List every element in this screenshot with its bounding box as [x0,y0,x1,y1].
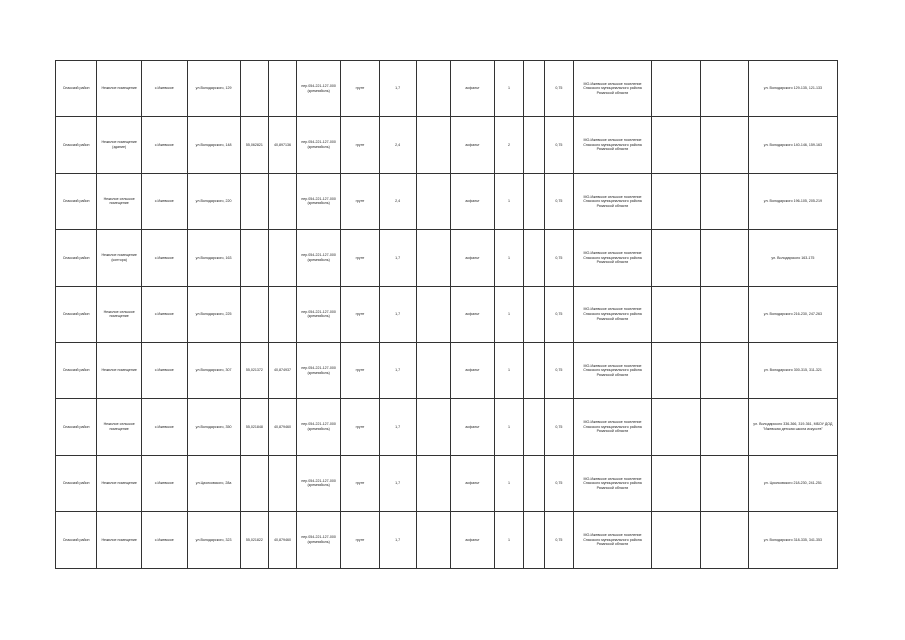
cell-street: ул.Володарского, 163 [187,230,240,286]
cell-distance: 1,7 [379,512,416,568]
cell-number: пер.054-221-127-000 (кремнийоль) [296,286,341,342]
table-row [56,230,838,286]
cell-count: 1 [495,173,524,229]
cell-c2: 40,874937 [269,342,297,398]
cell-distance: 2,4 [379,117,416,173]
cell-count: 1 [495,342,524,398]
cell-e3 [652,399,701,455]
cell-e1 [416,61,450,117]
cell-volume: 0,75 [545,117,574,173]
cell-number: пер.054-221-127-000 (кремнийоль) [296,512,341,568]
cell-volume: 0,75 [545,455,574,511]
cell-street: ул.Циолковского, 28а [187,455,240,511]
cell-surface: асфальт [450,399,495,455]
cell-material: грунт [341,61,379,117]
cell-c2 [269,61,297,117]
table-row [56,286,838,342]
cell-street: ул.Володарского, 129 [187,61,240,117]
cell-volume: 0,75 [545,61,574,117]
cell-volume: 0,75 [545,512,574,568]
cell-count: 1 [495,230,524,286]
cell-c2: 40,897136 [269,117,297,173]
cell-village: с.Ижевское [141,512,187,568]
cell-volume: 0,75 [545,173,574,229]
cell-e4 [701,61,749,117]
cell-name: Нежилое помещение (здание) [97,117,142,173]
cell-c1 [240,173,269,229]
cell-name: Нежилое помещение [97,61,142,117]
cell-surface: асфальт [450,61,495,117]
cell-street: ул.Володарского, 307 [187,342,240,398]
cell-surface: асфальт [450,230,495,286]
cell-contact: ул. Володарского 318-335, 341-353 [748,512,837,568]
cell-owner: МО-Ижевское сельское поселение Спасского муниципального района Рязанской области [573,399,652,455]
cell-contact: ул. Володарского 129-135, 121-133 [748,61,837,117]
cell-surface: асфальт [450,173,495,229]
cell-name: Нежилое помещение [97,455,142,511]
cell-street: ул.Володарского, 350 [187,399,240,455]
cell-number: пер.054-221-127-000 (кремнийоль) [296,61,341,117]
cell-surface: асфальт [450,117,495,173]
cell-contact: ул. Володарского 140-146, 159-163 [748,117,837,173]
cell-e4 [701,455,749,511]
cell-count: 1 [495,399,524,455]
cell-e2 [523,455,544,511]
cell-e3 [652,230,701,286]
cell-c1 [240,61,269,117]
cell-e4 [701,342,749,398]
cell-e3 [652,455,701,511]
cell-e4 [701,230,749,286]
cell-street: ул.Володарского, 323 [187,512,240,568]
cell-owner: МО-Ижевское сельское поселение Спасского муниципального района Рязанской области [573,117,652,173]
cell-e4 [701,512,749,568]
cell-volume: 0,75 [545,399,574,455]
cell-distance: 2,4 [379,173,416,229]
cell-surface: асфальт [450,512,495,568]
cell-volume: 0,75 [545,342,574,398]
cell-count: 1 [495,512,524,568]
cell-e2 [523,399,544,455]
cell-material: грунт [341,286,379,342]
cell-contact: ул. Циолковского 218-230, 241-251 [748,455,837,511]
cell-village: с.Ижевское [141,286,187,342]
cell-contact: ул. Володарского 196-105, 205-219 [748,173,837,229]
cell-material: грунт [341,117,379,173]
cell-number: пер.054-221-127-000 (кремнийоль) [296,455,341,511]
cell-e4 [701,173,749,229]
cell-c1: 55,021848 [240,399,269,455]
cell-number: пер.054-221-127-000 (кремнийоль) [296,173,341,229]
cell-owner: МО-Ижевское сельское поселение Спасского муниципального района Рязанской области [573,61,652,117]
cell-e1 [416,455,450,511]
cell-e2 [523,286,544,342]
cell-district: Спасский район [56,173,97,229]
cell-distance: 1,7 [379,455,416,511]
cell-e2 [523,117,544,173]
cell-e2 [523,342,544,398]
cell-number: пер.054-221-127-000 (кремнийоль) [296,230,341,286]
cell-village: с.Ижевское [141,173,187,229]
cell-owner: МО-Ижевское сельское поселение Спасского муниципального района Рязанской области [573,173,652,229]
cell-number: пер.054-221-127-000 (кремнийоль) [296,117,341,173]
registry-table [55,60,838,569]
cell-e3 [652,61,701,117]
cell-material: грунт [341,399,379,455]
cell-name: Нежилое сельское помещение [97,399,142,455]
cell-name: Нежилое сельское помещение [97,286,142,342]
cell-c2: 40,879460 [269,399,297,455]
cell-c1: 55,021822 [240,512,269,568]
cell-c1: 55,062821 [240,117,269,173]
cell-street: ул.Володарского, 220 [187,173,240,229]
cell-e3 [652,512,701,568]
cell-c2 [269,173,297,229]
cell-e3 [652,117,701,173]
cell-material: грунт [341,230,379,286]
cell-village: с.Ижевское [141,399,187,455]
cell-count: 1 [495,286,524,342]
cell-district: Спасский район [56,512,97,568]
cell-c2 [269,455,297,511]
cell-owner: МО-Ижевское сельское поселение Спасского муниципального района Рязанской области [573,230,652,286]
cell-village: с.Ижевское [141,455,187,511]
cell-name: Нежилое помещение [97,512,142,568]
table-row [56,342,838,398]
table-row [56,61,838,117]
cell-count: 1 [495,455,524,511]
cell-district: Спасский район [56,455,97,511]
cell-c1: 55,021372 [240,342,269,398]
cell-number: пер.054-221-127-000 (кремнийоль) [296,399,341,455]
cell-e3 [652,342,701,398]
cell-district: Спасский район [56,230,97,286]
cell-e1 [416,342,450,398]
cell-distance: 1,7 [379,399,416,455]
cell-owner: МО-Ижевское сельское поселение Спасского муниципального района Рязанской области [573,512,652,568]
cell-contact: ул. Володарского 336-366, 319-361, МБОУ ДОД "Ижевская детская школа искусств" [748,399,837,455]
cell-e3 [652,173,701,229]
cell-e1 [416,512,450,568]
cell-e1 [416,173,450,229]
cell-c1 [240,230,269,286]
cell-village: с.Ижевское [141,342,187,398]
cell-e2 [523,230,544,286]
cell-distance: 1,7 [379,61,416,117]
table-body [56,61,838,569]
table-row [56,512,838,568]
cell-volume: 0,75 [545,230,574,286]
cell-street: ул.Володарского, 148 [187,117,240,173]
cell-owner: МО-Ижевское сельское поселение Спасского муниципального района Рязанской области [573,455,652,511]
table-row [56,455,838,511]
cell-e2 [523,61,544,117]
cell-name: Нежилое помещение [97,342,142,398]
cell-contact: ул. Володарского 216-230, 247-263 [748,286,837,342]
cell-e1 [416,286,450,342]
cell-village: с.Ижевское [141,117,187,173]
cell-e1 [416,399,450,455]
cell-e4 [701,286,749,342]
cell-village: с.Ижевское [141,61,187,117]
cell-distance: 1,7 [379,342,416,398]
cell-c2 [269,230,297,286]
cell-count: 2 [495,117,524,173]
cell-distance: 1,7 [379,230,416,286]
cell-name: Нежилое помещение (контора) [97,230,142,286]
cell-material: грунт [341,512,379,568]
cell-material: грунт [341,342,379,398]
cell-surface: асфальт [450,286,495,342]
cell-e4 [701,117,749,173]
cell-c1 [240,455,269,511]
cell-contact: ул. Володарского 300-315, 311-321 [748,342,837,398]
cell-distance: 1,7 [379,286,416,342]
cell-e3 [652,286,701,342]
table-row [56,117,838,173]
cell-c2: 40,879460 [269,512,297,568]
cell-district: Спасский район [56,61,97,117]
cell-c2 [269,286,297,342]
cell-number: пер.054-221-127-000 (кремнийоль) [296,342,341,398]
cell-district: Спасский район [56,399,97,455]
cell-c1 [240,286,269,342]
cell-e1 [416,230,450,286]
cell-street: ул.Володарского, 225 [187,286,240,342]
cell-name: Нежилое сельское помещение [97,173,142,229]
cell-material: грунт [341,455,379,511]
cell-district: Спасский район [56,117,97,173]
cell-surface: асфальт [450,455,495,511]
cell-surface: асфальт [450,342,495,398]
cell-owner: МО-Ижевское сельское поселение Спасского муниципального района Рязанской области [573,286,652,342]
cell-material: грунт [341,173,379,229]
cell-contact: ул. Володарского 163-175 [748,230,837,286]
table-row [56,173,838,229]
cell-village: с.Ижевское [141,230,187,286]
cell-district: Спасский район [56,342,97,398]
cell-e2 [523,512,544,568]
cell-e1 [416,117,450,173]
cell-district: Спасский район [56,286,97,342]
cell-owner: МО-Ижевское сельское поселение Спасского муниципального района Рязанской области [573,342,652,398]
cell-count: 1 [495,61,524,117]
cell-volume: 0,75 [545,286,574,342]
cell-e4 [701,399,749,455]
cell-e2 [523,173,544,229]
table-row [56,399,838,455]
